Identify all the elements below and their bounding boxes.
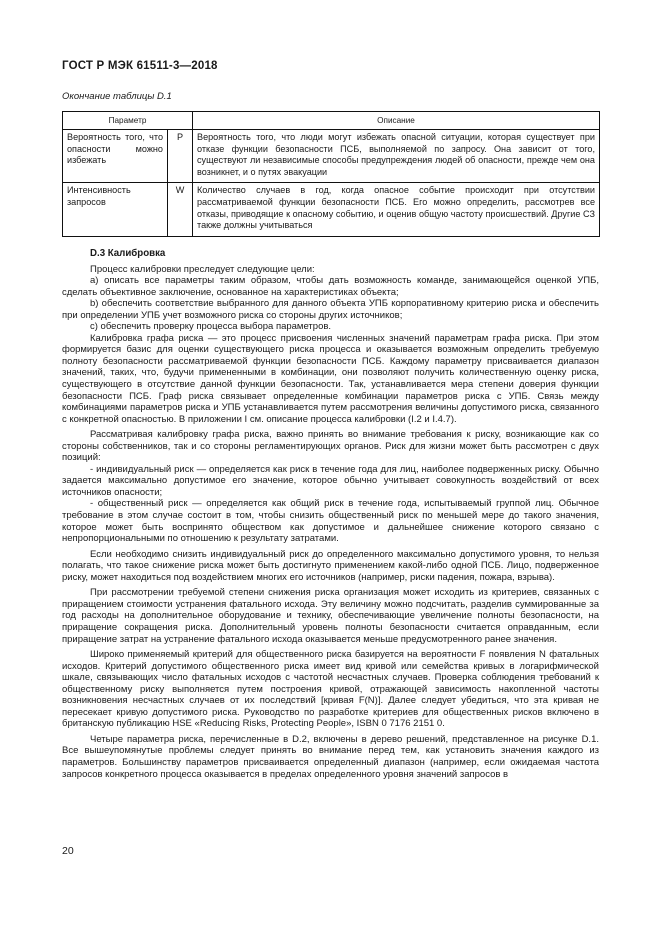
table-header-description: Описание [193,112,600,130]
document-header: ГОСТ Р МЭК 61511-3—2018 [62,60,218,72]
parameter-table [62,111,600,237]
table-caption: Окончание таблицы D.1 [62,91,172,102]
table-header-parameter: Параметр [63,112,193,130]
paragraph: При рассмотрении требуемой степени снижения риска организация может исходить из критериев, связанных с приращением стоимости устранения фатального исхода. Эту величину можно подсчитать, разделив суммированные за год расходы на дополнительное оборудование и технику, обеспечивающие увеличение полноты безопасности, на приращение сокращения риска. Дополнительный уровень полноты безопасности считается оправданным, если приращение затрат на устранение фатального исхода оказывается меньше предусмотренного ранее значения. [62,587,599,645]
section-title: D.3 Калибровка [90,248,166,259]
parameter-name: Вероятность того, что опасности можно избежать [63,130,168,183]
table-row [63,183,600,236]
parameter-code: W [168,183,193,236]
paragraph: Калибровка графа риска — это процесс присвоения численных значений параметрам графа риска. При этом формируется базис для оценки существующего риска процесса и оказывается возможным определить требуемую полноту безопасности рассматриваемой функции безопасности ПСБ. Каждому параметру присваивается диапазон значений, таких, что, будучи примененными в комбинации, они позволяют получить количественную оценку риска, существующего в отсутствие данной функции безопасности. Так, устанавливается мера степени доверия функции безопасности ПСБ. Граф риска связывает определенные комбинации параметров риска с УПБ. Связь между комбинациями параметров риска и УПБ устанавливается путем рассмотрения величины допустимого риска, связанного с конкретной опасностью. В приложении I см. описание процесса калибровки (I.2 и I.4.7). [62,332,599,425]
paragraph: - общественный риск — определяется как общий риск в течение года, испытываемый группой лиц. Обычное требование в этом случае состоит в том, чтобы снизить общественный риск по меньшей мере до такого значения, которое может быть воспринято обществом как допустимое и дальнейшее снижение которого связано с непропорциональными по отношению к результату затратами. [62,498,599,545]
parameter-description: Вероятность того, что люди могут избежать опасной ситуации, которая существует при отказе функции безопасности ПСБ, выполняемой по запросу. Она зависит от того, существуют ли независимые способы предупреждения людей об опасности, прежде чем она возникнет, и о путях эвакуации [193,130,600,183]
paragraph: Рассматривая калибровку графа риска, важно принять во внимание требования к риску, возникающие как со стороны собственников, так и со стороны регламентирующих органов. Риск для жизни может быть рассмотрен с двух позиций: [62,429,599,464]
table-header-row [63,112,600,130]
paragraph: b) обеспечить соответствие выбранного для данного объекта УПБ корпоративному критерию риска и обеспечить при определении УПБ учет возможного риска со стороны других источников; [62,298,599,321]
parameter-description: Количество случаев в год, когда опасное событие происходит при отсутствии рассматриваемой функции безопасности ПСБ. Его можно определить, рассмотрев все отказы, приводящие к опасному событию, и оценив общую частоту происшествий. Другие СЗ также должны учитываться [193,183,600,236]
paragraph: Четыре параметра риска, перечисленные в D.2, включены в дерево решений, представленное на рисунке D.1. Все вышеупомянутые проблемы следует принять во внимание перед тем, как установить значения каждого из параметров. Большинству параметров присваивается определенный диапазон (например, если ожидаемая частота запросов конкретного процесса оказывается в пределах определенного уровня значений запросов в [62,733,599,780]
page-number: 20 [62,845,74,857]
table-row [63,130,600,183]
paragraph: Широко применяемый критерий для общественного риска базируется на вероятности F появления N фатальных исходов. Критерий допустимого общественного риска имеет вид кривой или семейства кривых в логарифмической шкале, связывающих число фатальных исходов с частотой несчастных случаев. Проверка соблюдения требований к общественному риску выполняется путем построения кривой, отражающей зависимость накопленной частоты возникновения несчастных случаев от их последствий [кривая F(N)]. Далее следует убедиться, что эта кривая не пересекает кривую допустимого риска. Руководство по разработке критериев для общественных рисков включено в британскую публикацию HSE «Reducing Risks, Protecting People», ISBN 0 7176 2151 0. [62,649,599,730]
paragraph: Процесс калибровки преследует следующие цели: [90,263,315,275]
parameter-name: Интенсивность запросов [63,183,168,236]
parameter-code: P [168,130,193,183]
paragraph: Если необходимо снизить индивидуальный риск до определенного максимально допустимого уровня, то нельзя полагать, что такое снижение риска может быть достигнуто применением какой-либо одной ПСБ. Лицо, подверженное риску, может находиться под воздействием многих его источников (например, риски падения, пожара, взрыва). [62,548,599,583]
paragraph: c) обеспечить проверку процесса выбора параметров. [90,321,332,333]
section-body [62,248,599,780]
paragraph: a) описать все параметры таким образом, чтобы дать возможность команде, занимающейся оценкой УПБ, сделать объективное заключение, основанное на характеристиках объекта; [62,275,599,298]
paragraph: - индивидуальный риск — определяется как риск в течение года для лиц, наиболее подверженных риску. Обычно задается максимально допустимое его значение, которое обычно учитывает совокупность воздействий от всех источников опасности; [62,463,599,498]
